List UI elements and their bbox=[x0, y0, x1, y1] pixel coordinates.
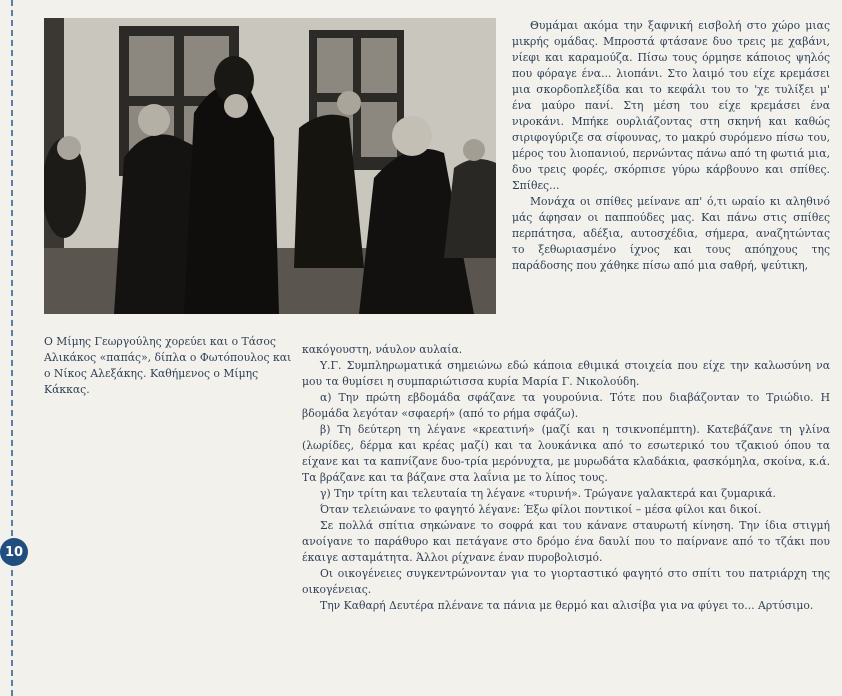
paragraph: Μονάχα οι σπίθες μείνανε απ' ό,τι ωραίο κι αληθινό μάς άφησαν οι παππούδες μας. Και πάνω στις σπίθες περπάτησα, αδέξια, αυτοσχέδια, σήμερα, αναζητώντας το ξεθωριασμένο ίχνος και τους απόηχους της παράδοσης που χάθηκε πίσω από μια σαθρή, ψεύτικη, bbox=[512, 195, 830, 272]
paragraph: Σε πολλά σπίτια σηκώνανε το σοφρά και του κάνανε σταυρωτή κίνηση. Την ίδια στιγμή ανοίγανε το παράθυρο και πετάγανε στο δρόμο ένα δαυλί που το παίρνανε από το τζάκι που έκαιγε ασταμάτητα. Άλλοι ρίχνανε έναν πυροβολισμό. bbox=[302, 519, 830, 564]
paragraph: γ) Την τρίτη και τελευταία τη λέγανε «τυρινή». Τρώγανε γαλακτερά και ζυμαρικά. bbox=[320, 487, 776, 500]
paragraph: α) Την πρώτη εβδομάδα σφάζανε τα γουρούνια. Τότε που διαβάζονταν το Τριώδιο. Η βδομάδα λεγόταν «σφαερή» (από το ρήμα σφάζω). bbox=[302, 391, 830, 420]
photo-illustration bbox=[44, 18, 496, 314]
margin-dashed-line bbox=[11, 0, 13, 696]
paragraph: Όταν τελειώνανε το φαγητό λέγανε: Έξω φίλοι ποντικοί – μέσα φίλοι και δικοί. bbox=[320, 503, 762, 516]
photo-caption: Ο Μίμης Γεωργούλης χορεύει και ο Τάσος Αλικάκος «παπάς», δίπλα ο Φωτόπουλος και ο Νίκος Αλεξάκης. Καθήμενος ο Μίμης Κάκκας. bbox=[44, 335, 292, 396]
paragraph: β) Τη δεύτερη τη λέγανε «κρεατινή» (μαζί και η τσικνοπέμπτη). Κατεβάζανε τη γλίνα (λωρίδες, δέρμα και κρέας μαζί) και τα λουκάνικα από το εσωτερικό του τζακιού όπου τα είχανε και τα καπνίζανε δυο-τρία μερόνυχτα, με μυρωδάτα κλαδάκια, φασκόμηλα, σκοίνα, κ.ά. Τα βράζανε και τα βάζανε στα λαΐνια με το λίπος τους. bbox=[302, 423, 830, 484]
right-text-column bbox=[512, 18, 830, 274]
page-number-badge bbox=[0, 538, 28, 566]
dance-photograph bbox=[44, 18, 496, 314]
paragraph: Την Καθαρή Δευτέρα πλένανε τα πάνια με θερμό και αλισίβα για να φύγει το... Αρτύσιμο. bbox=[320, 599, 814, 612]
paragraph: Υ.Γ. Συμπληρωματικά σημειώνω εδώ κάποια εθιμικά στοιχεία που είχε την καλωσύνη να μου τα θυμίσει η συμπαριώτισσα κυρία Μαρία Γ. Νικολούδη. bbox=[302, 359, 830, 388]
paragraph: Θυμάμαι ακόμα την ξαφνική εισβολή στο χώρο μιας μικρής ομάδας. Μπροστά φτάσανε δυο τρεις με χαβάνι, νίεφι και καραμούζα. Πίσω τους όρμησε κάποιος ψηλός που φόραγε ένα... λιοπάνι. Στο λαιμό του είχε κρεμάσει μια σκορδοπλεξίδα και το κεφάλι του το 'χε τυλίξει μ' ένα μαύρο πανί. Στη μέση του είχε κρεμάσει ένα νιροκάνι. Μπήκε ουρλιάζοντας στη σκηνή και καθώς σιριφογύριζε σα σίφουνας, το μακρύ συρόμενο πίσω του, μέρος του λιοπανιού, περνώντας πάνω από τη φωτιά μια, δυο τρεις φορές, σκόρπισε γύρω κάρβουνο και σπίθες. Σπίθες... bbox=[512, 19, 830, 192]
paragraph: Οι οικογένειες συγκεντρώνονταν για το γιορταστικό φαγητό στο σπίτι του πατριάρχη της οικογένειας. bbox=[302, 567, 830, 596]
page-number: 10 bbox=[4, 544, 24, 560]
main-text-column bbox=[302, 342, 830, 614]
paragraph: κακόγουστη, νάυλον αυλαία. bbox=[302, 343, 463, 356]
